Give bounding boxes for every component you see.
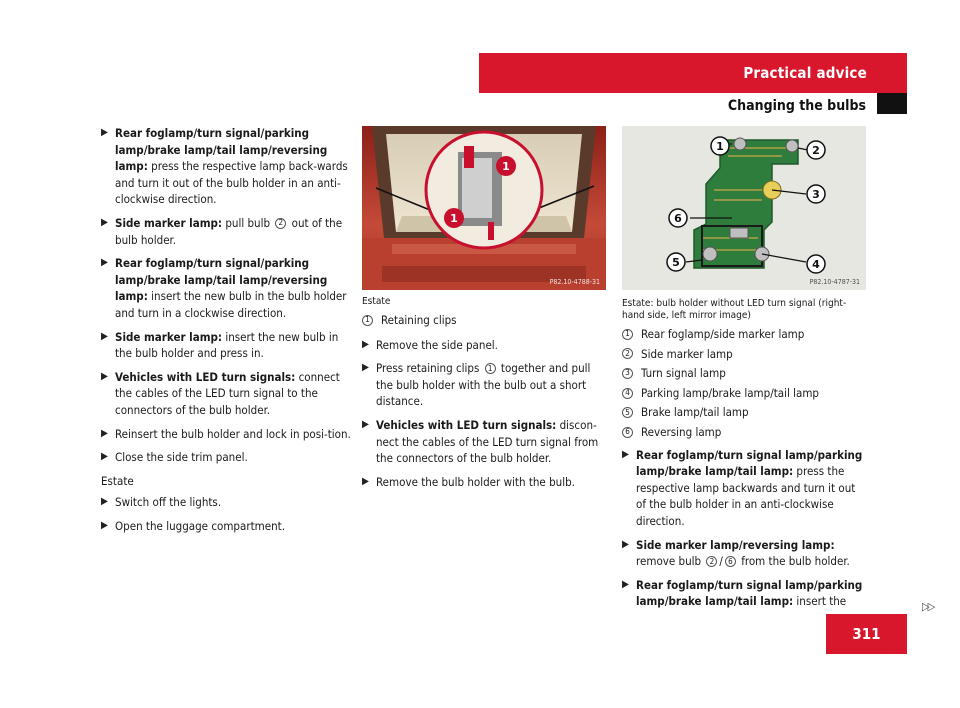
step-text: together and pull the bulb holder with the bulb out a short distance. <box>376 361 591 409</box>
reference-number: 6 <box>725 556 736 567</box>
step-label: Side marker lamp: <box>115 329 223 344</box>
bulb-holder-illustration <box>622 126 866 290</box>
step-text: Remove the side panel. <box>376 337 498 352</box>
step-text: / <box>719 554 723 569</box>
step-text: Open the luggage compartment. <box>115 518 285 533</box>
instruction-step <box>362 417 608 467</box>
step-text: insert the new bulb in the bulb holder and turn in a clockwise direction. <box>115 289 347 320</box>
instruction-step <box>362 474 608 491</box>
step-arrow-icon: ▶ <box>622 538 629 550</box>
legend-number: 1 <box>622 329 633 340</box>
step-arrow-icon: ▶ <box>101 427 108 439</box>
step-text: pull bulb <box>222 215 274 230</box>
page-number-text: 311 <box>852 625 881 643</box>
instruction-step <box>101 255 353 321</box>
legend-text: Turn signal lamp <box>641 366 726 381</box>
legend-text: Retaining clips <box>381 313 457 327</box>
callout-number: 6 <box>674 212 682 225</box>
reference-number: 2 <box>275 218 286 229</box>
luggage-compartment-photo <box>362 126 606 290</box>
legend-item <box>622 424 868 441</box>
step-arrow-icon: ▶ <box>362 362 369 374</box>
legend-number: 4 <box>622 388 633 399</box>
callout-number: 1 <box>716 140 724 153</box>
step-text: out of the bulb holder. <box>115 215 343 247</box>
photo-code: P82.10-4787-31 <box>809 278 860 286</box>
step-label: Rear foglamp/turn signal/parking lamp/brake lamp/tail lamp/reversing lamp: <box>115 126 328 174</box>
step-label: Rear foglamp/turn signal lamp/parking lamp/brake lamp/tail lamp: <box>636 447 863 479</box>
step-text: Remove the bulb holder with the bulb. <box>376 474 575 489</box>
step-arrow-icon: ▶ <box>362 475 369 487</box>
step-arrow-icon: ▶ <box>101 370 108 382</box>
step-arrow-icon: ▶ <box>362 338 369 350</box>
legend-number: 5 <box>622 407 633 418</box>
bulb-legend <box>622 326 868 441</box>
step-text: from the bulb holder. <box>737 554 850 569</box>
step-arrow-icon: ▶ <box>101 127 108 138</box>
step-arrow-icon: ▶ <box>622 578 629 590</box>
step-arrow-icon: ▶ <box>362 418 369 430</box>
reference-number: 2 <box>706 556 717 567</box>
step-label: Rear foglamp/turn signal lamp/parking lamp/brake lamp/tail lamp: <box>636 577 863 609</box>
instruction-step <box>101 369 353 419</box>
step-text: discon-nect the cables of the LED turn signal from the connectors of the bulb holder. <box>376 417 599 466</box>
callout-number: 1 <box>502 160 510 173</box>
continue-arrow-icon: ▷▷ <box>922 600 934 613</box>
legend-number: 1 <box>362 315 373 326</box>
step-text: insert the <box>793 594 847 609</box>
legend-number: 3 <box>622 368 633 379</box>
step-text: connect the cables of the LED turn signal to the connectors of the bulb holder. <box>115 369 340 417</box>
step-arrow-icon: ▶ <box>101 496 108 508</box>
instruction-step <box>362 337 608 354</box>
step-arrow-icon: ▶ <box>101 330 108 342</box>
step-label: Rear foglamp/turn signal/parking lamp/brake lamp/tail lamp/reversing lamp: <box>115 256 328 304</box>
legend-text: Reversing lamp <box>641 424 722 439</box>
step-arrow-icon: ▶ <box>101 257 108 269</box>
legend-number: 2 <box>622 348 633 359</box>
figure-caption: Estate: bulb holder without LED turn signal (right-hand side, left mirror image) <box>622 298 847 321</box>
instruction-step <box>362 360 608 410</box>
legend-item <box>362 312 608 329</box>
legend-text: Parking lamp/brake lamp/tail lamp <box>641 385 819 400</box>
legend-item <box>622 346 868 363</box>
figure-caption: Estate <box>362 296 391 307</box>
callout-number: 2 <box>812 144 820 157</box>
step-label: Side marker lamp: <box>115 215 223 230</box>
header-black-tab <box>877 93 907 114</box>
legend-number: 6 <box>622 427 633 438</box>
instruction-step <box>101 426 353 443</box>
step-arrow-icon: ▶ <box>101 451 108 463</box>
step-text: Close the side trim panel. <box>115 450 248 465</box>
instruction-step <box>101 449 353 466</box>
legend-text: Brake lamp/tail lamp <box>641 405 749 420</box>
step-label: Side marker lamp/reversing lamp: <box>636 537 835 552</box>
step-label: Vehicles with LED turn signals: <box>115 369 296 384</box>
page-number <box>826 614 907 654</box>
callout-number: 5 <box>672 256 680 269</box>
reference-number: 1 <box>485 363 496 374</box>
legend-item <box>622 385 868 402</box>
step-text: remove bulb <box>636 554 705 569</box>
column-left <box>101 125 353 541</box>
instruction-step <box>622 577 868 610</box>
instruction-step <box>622 447 868 530</box>
legend-text: Rear foglamp/side marker lamp <box>641 327 805 341</box>
subsection-title: Changing the bulbs <box>727 98 866 114</box>
legend-item <box>622 326 868 343</box>
step-text: press the respective lamp backwards and turn it out of the bulb holder in an anti-clockwise direction. <box>636 464 856 528</box>
bulb-holder-photo <box>622 126 866 290</box>
instruction-step <box>101 125 353 208</box>
step-label: Vehicles with LED turn signals: <box>376 417 557 432</box>
step-text: press the respective lamp back-wards and turn it out of the bulb holder in an anti-clockwise direction. <box>115 159 348 207</box>
callout-number: 1 <box>450 212 458 225</box>
section-header <box>479 53 907 93</box>
step-text: Switch off the lights. <box>115 495 222 510</box>
callout-number: 4 <box>812 258 820 271</box>
step-text: Press retaining clips <box>376 361 483 376</box>
column-middle <box>362 296 608 497</box>
step-arrow-icon: ▶ <box>101 216 108 228</box>
legend-item <box>622 365 868 382</box>
instruction-step <box>101 518 353 535</box>
instruction-step <box>101 329 353 362</box>
legend-text: Side marker lamp <box>641 346 733 361</box>
luggage-compartment-illustration <box>362 126 606 290</box>
instruction-step <box>622 537 868 570</box>
legend-item <box>622 404 868 421</box>
section-title: Practical advice <box>743 64 867 82</box>
step-arrow-icon: ▶ <box>622 448 629 460</box>
instruction-step <box>101 494 353 511</box>
instruction-step <box>101 215 353 248</box>
step-arrow-icon: ▶ <box>101 519 108 531</box>
column-right <box>622 298 868 617</box>
photo-code: P82.10-4788-31 <box>549 278 600 286</box>
callout-number: 3 <box>812 188 820 201</box>
step-text: Reinsert the bulb holder and lock in posi-tion. <box>115 426 351 441</box>
step-text: insert the new bulb in the bulb holder and press in. <box>115 329 339 361</box>
estate-heading: Estate <box>101 473 134 488</box>
